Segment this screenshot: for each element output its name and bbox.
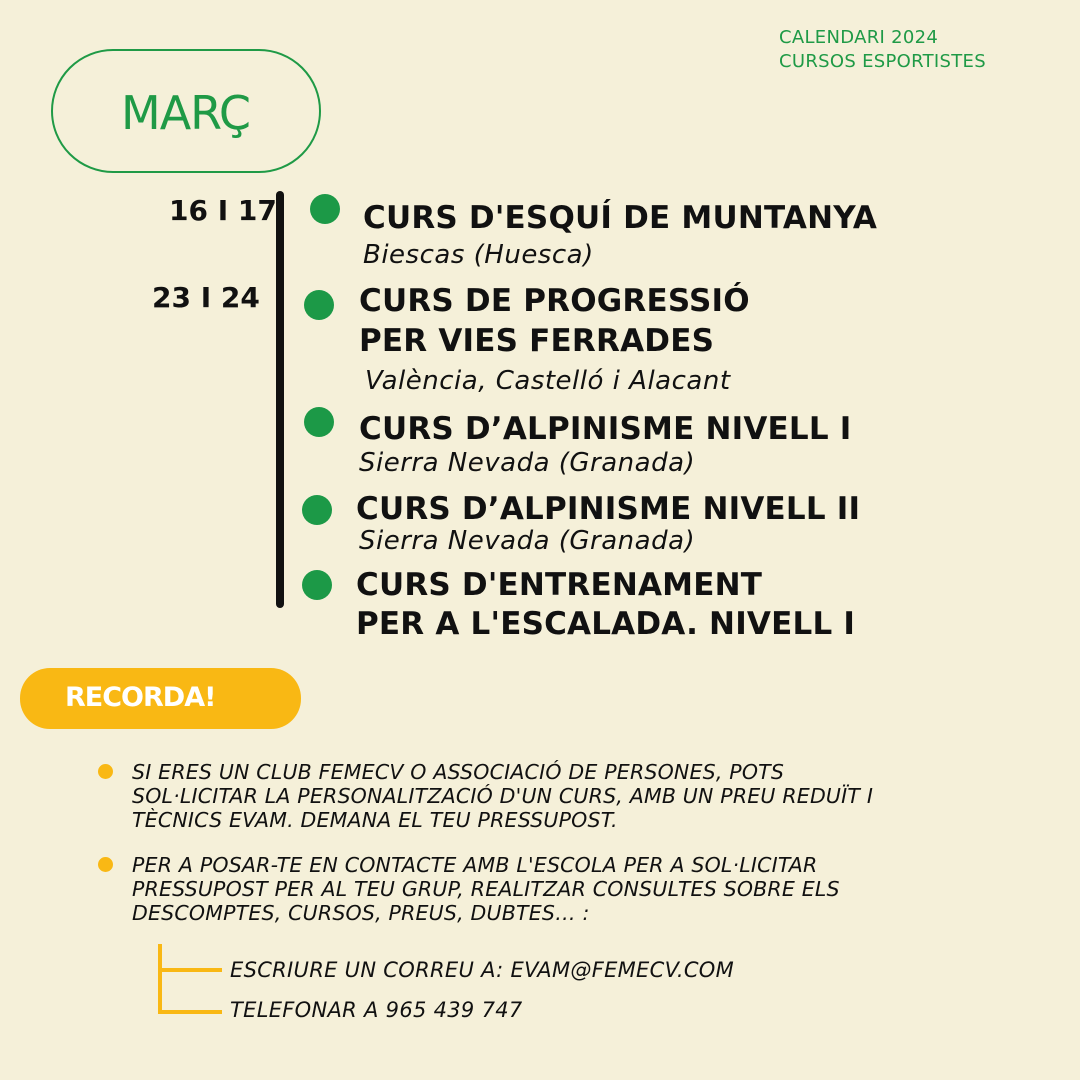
course-location: Sierra Nevada (Granada) bbox=[359, 526, 696, 556]
tree-branch-icon bbox=[158, 1010, 222, 1014]
reminder-label: RECORDA! bbox=[65, 682, 216, 713]
contact-phone: TELEFONAR A 965 439 747 bbox=[230, 998, 523, 1022]
tree-branch-icon bbox=[158, 968, 222, 972]
course-title: CURS DE PROGRESSIÓ bbox=[359, 283, 750, 319]
course-title: CURS D'ENTRENAMENT bbox=[356, 567, 763, 603]
course-title: PER A L'ESCALADA. NIVELL I bbox=[356, 606, 856, 642]
course-location: València, Castelló i Alacant bbox=[365, 366, 731, 396]
timeline-dot bbox=[302, 570, 332, 600]
timeline-dot bbox=[310, 194, 340, 224]
course-title: CURS D’ALPINISME NIVELL II bbox=[356, 491, 861, 527]
header-line-2: CURSOS ESPORTISTES bbox=[779, 51, 986, 72]
reminder-note: SI ERES UN CLUB FEMECV O ASSOCIACIÓ DE PERSONES, POTS SOL·LICITAR LA PERSONALITZACIÓ D'UN CURS, AMB UN PREU REDUÏT I TÈCNICS EVAM. DEMANA EL TEU PRESSUPOST. bbox=[132, 760, 874, 832]
timeline-dot bbox=[302, 495, 332, 525]
timeline-dot bbox=[304, 407, 334, 437]
bullet-icon bbox=[98, 764, 113, 779]
course-title: PER VIES FERRADES bbox=[359, 323, 715, 359]
course-title: CURS D’ALPINISME NIVELL I bbox=[359, 411, 852, 447]
bullet-icon bbox=[98, 857, 113, 872]
contact-email: ESCRIURE UN CORREU A: EVAM@FEMECV.COM bbox=[230, 958, 735, 982]
header-line-1: CALENDARI 2024 bbox=[779, 27, 939, 48]
date-label-2: 23 I 24 bbox=[152, 281, 260, 314]
course-title: CURS D'ESQUÍ DE MUNTANYA bbox=[363, 200, 878, 236]
date-label-1: 16 I 17 bbox=[169, 194, 277, 227]
month-label: MARÇ bbox=[121, 86, 250, 140]
month-badge bbox=[51, 49, 321, 173]
timeline-dot bbox=[304, 290, 334, 320]
timeline-line bbox=[276, 191, 284, 608]
course-location: Sierra Nevada (Granada) bbox=[359, 448, 696, 478]
tree-connector-icon bbox=[158, 944, 162, 1014]
calendar-header bbox=[779, 26, 986, 74]
course-location: Biescas (Huesca) bbox=[363, 240, 594, 270]
reminder-note: PER A POSAR-TE EN CONTACTE AMB L'ESCOLA PER A SOL·LICITAR PRESSUPOST PER AL TEU GRUP, REALITZAR CONSULTES SOBRE ELS DESCOMPTES, CURSOS, PREUS, DUBTES… : bbox=[132, 853, 840, 925]
reminder-badge bbox=[20, 668, 301, 729]
